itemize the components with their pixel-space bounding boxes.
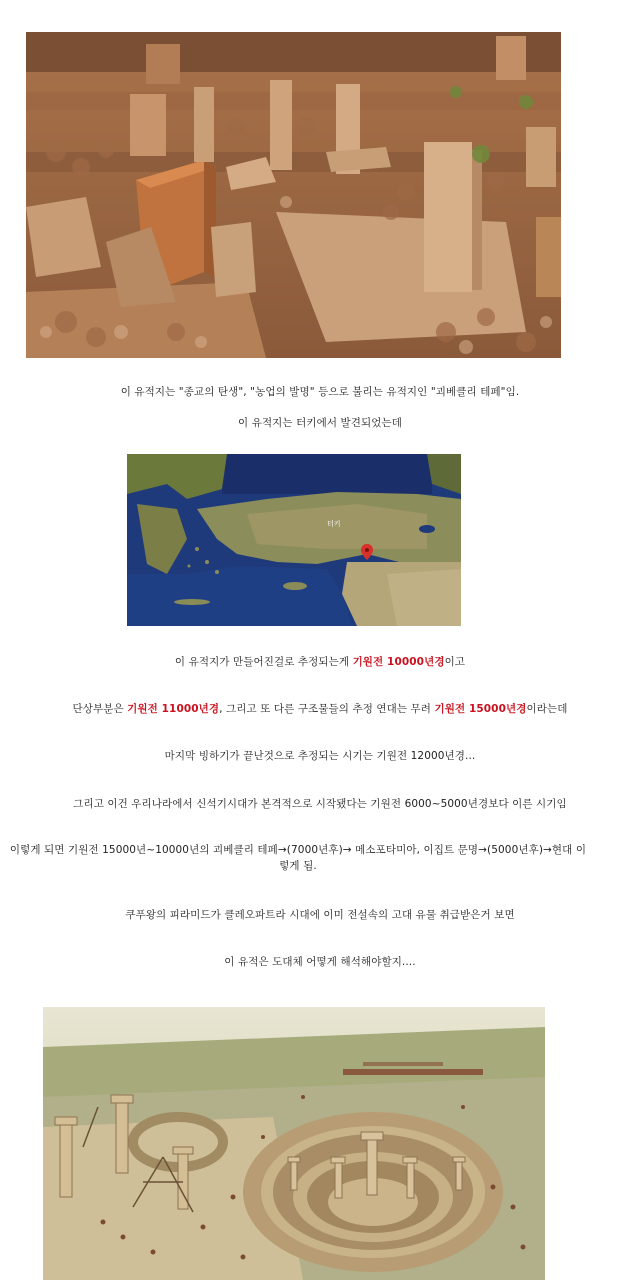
structure-dates-paragraph: [0, 701, 640, 717]
p4-text-before: 단상부분은: [72, 702, 128, 715]
gobekli-tepe-reconstruction-illustration: [43, 1007, 545, 1280]
gobekli-tepe-ruins-photo: [26, 32, 561, 358]
p4-highlight-date-2: 기원전 15000년경: [434, 702, 527, 715]
discovery-location-paragraph: 이 유적지는 터키에서 발견되었는데: [238, 416, 402, 429]
ice-age-paragraph: 마지막 빙하기가 끝난것으로 추정되는 시기는 기원전 12000년경...: [164, 749, 476, 762]
p3-text-before: 이 유적지가 만들어진걸로 추정되는게: [174, 655, 353, 668]
p3-highlight-date: 기원전 10000년경: [352, 655, 445, 668]
turkey-satellite-map: [127, 454, 461, 626]
p4-text-after: 이라는데: [526, 702, 568, 715]
neolithic-korea-paragraph: 그리고 이건 우리나라에서 신석기시대가 본격적으로 시작됐다는 기원전 6000~5000년경보다 이른 시기임: [73, 797, 567, 810]
p4-text-middle: , 그리고 또 다른 구조물들의 추정 연대는 무려: [219, 702, 435, 715]
pyramid-paragraph: 쿠푸왕의 피라미드가 클레오파트라 시대에 이미 전설속의 고대 유물 취급받은거 보면: [125, 908, 515, 921]
ruins-photo-graphic: [26, 32, 561, 358]
illustration-graphic: [43, 1007, 545, 1280]
conclusion-paragraph: 이 유적은 도대체 어떻게 해석해야할지....: [224, 955, 416, 968]
intro-paragraph: 이 유적지는 "종교의 탄생", "농업의 발명" 등으로 불리는 유적지인 "괴베클리 테페"임.: [120, 385, 520, 398]
map-country-label: 터키: [327, 520, 341, 528]
p3-text-after: 이고: [444, 655, 466, 668]
p4-highlight-date-1: 기원전 11000년경: [127, 702, 220, 715]
map-graphic: [127, 454, 461, 626]
construction-date-paragraph: [0, 654, 640, 670]
timeline-paragraph: 이렇게 되면 기원전 15000년~10000년의 괴베클리 테페→(7000년후)→ 메소포타미아, 이집트 문명→(5000년후)→현대 이렇게 됨.: [9, 843, 587, 872]
